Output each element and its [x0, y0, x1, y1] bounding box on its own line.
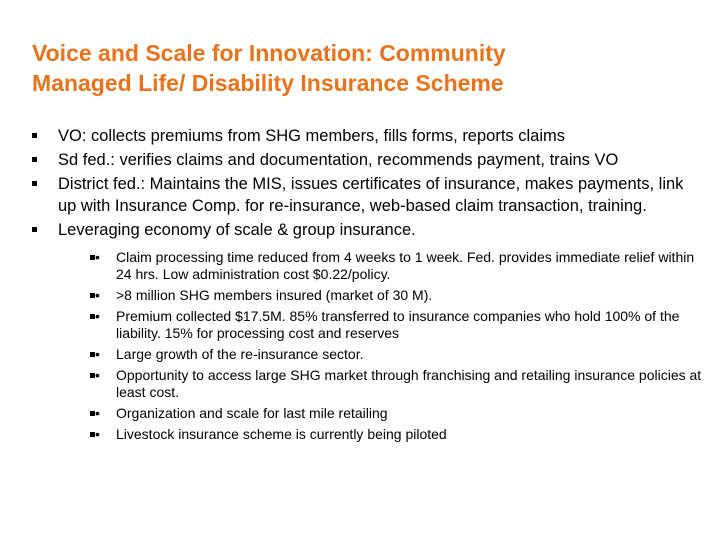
sub-bullet-list	[58, 249, 702, 443]
round-bullet-icon: •	[90, 426, 100, 443]
round-bullet-icon: •	[90, 346, 100, 363]
slide-title-line-1: Voice and Scale for Innovation: Community	[32, 40, 506, 66]
round-bullet-icon: •	[90, 287, 100, 304]
slide-title-line-2: Managed Life/ Disability Insurance Scheme	[32, 70, 504, 96]
sub-bullet-text: >8 million SHG members insured (market of 30 M).	[116, 287, 433, 303]
sub-bullet-item	[90, 287, 702, 304]
sub-bullet-item	[90, 426, 702, 443]
bullet-text: Leveraging economy of scale & group insurance.	[58, 221, 416, 239]
sub-bullet-item	[90, 249, 702, 283]
round-bullet-icon: •	[90, 405, 100, 422]
round-bullet-icon: •	[90, 249, 100, 266]
sub-bullet-text: Opportunity to access large SHG market through franchising and retailing insurance policies at least cost.	[116, 367, 702, 400]
bullet-text: District fed.: Maintains the MIS, issues certificates of insurance, makes payments, link up with Insurance Comp. for re-insurance, web-based claim transaction, training.	[58, 175, 684, 215]
square-bullet-icon	[32, 219, 42, 241]
bullet-item	[32, 219, 702, 443]
bullet-item	[32, 125, 702, 147]
round-bullet-icon: •	[90, 367, 100, 384]
sub-bullet-item	[90, 308, 702, 342]
sub-bullet-text: Claim processing time reduced from 4 weeks to 1 week. Fed. provides immediate relief within 24 hrs. Low administration cost $0.22/policy.	[116, 249, 695, 282]
bullet-item	[32, 149, 702, 171]
sub-bullet-text: Livestock insurance scheme is currently being piloted	[116, 426, 447, 442]
bullet-item	[32, 173, 702, 217]
bullet-text: VO: collects premiums from SHG members, fills forms, reports claims	[58, 127, 566, 145]
slide-title	[32, 38, 692, 98]
sub-bullet-text: Organization and scale for last mile retailing	[116, 405, 388, 421]
bullet-text: Sd fed.: verifies claims and documentation, recommends payment, trains VO	[58, 151, 619, 169]
round-bullet-icon: •	[90, 308, 100, 325]
square-bullet-icon	[32, 173, 42, 195]
square-bullet-icon	[32, 149, 42, 171]
sub-bullet-text: Large growth of the re-insurance sector.	[116, 346, 364, 362]
sub-bullet-text: Premium collected $17.5M. 85% transferred to insurance companies who hold 100% of the liability. 15% for processing cost and reserves	[116, 308, 680, 341]
sub-bullet-item	[90, 405, 702, 422]
sub-bullet-item	[90, 367, 702, 401]
square-bullet-icon	[32, 125, 42, 147]
sub-bullet-item	[90, 346, 702, 363]
bullet-list	[32, 125, 702, 447]
